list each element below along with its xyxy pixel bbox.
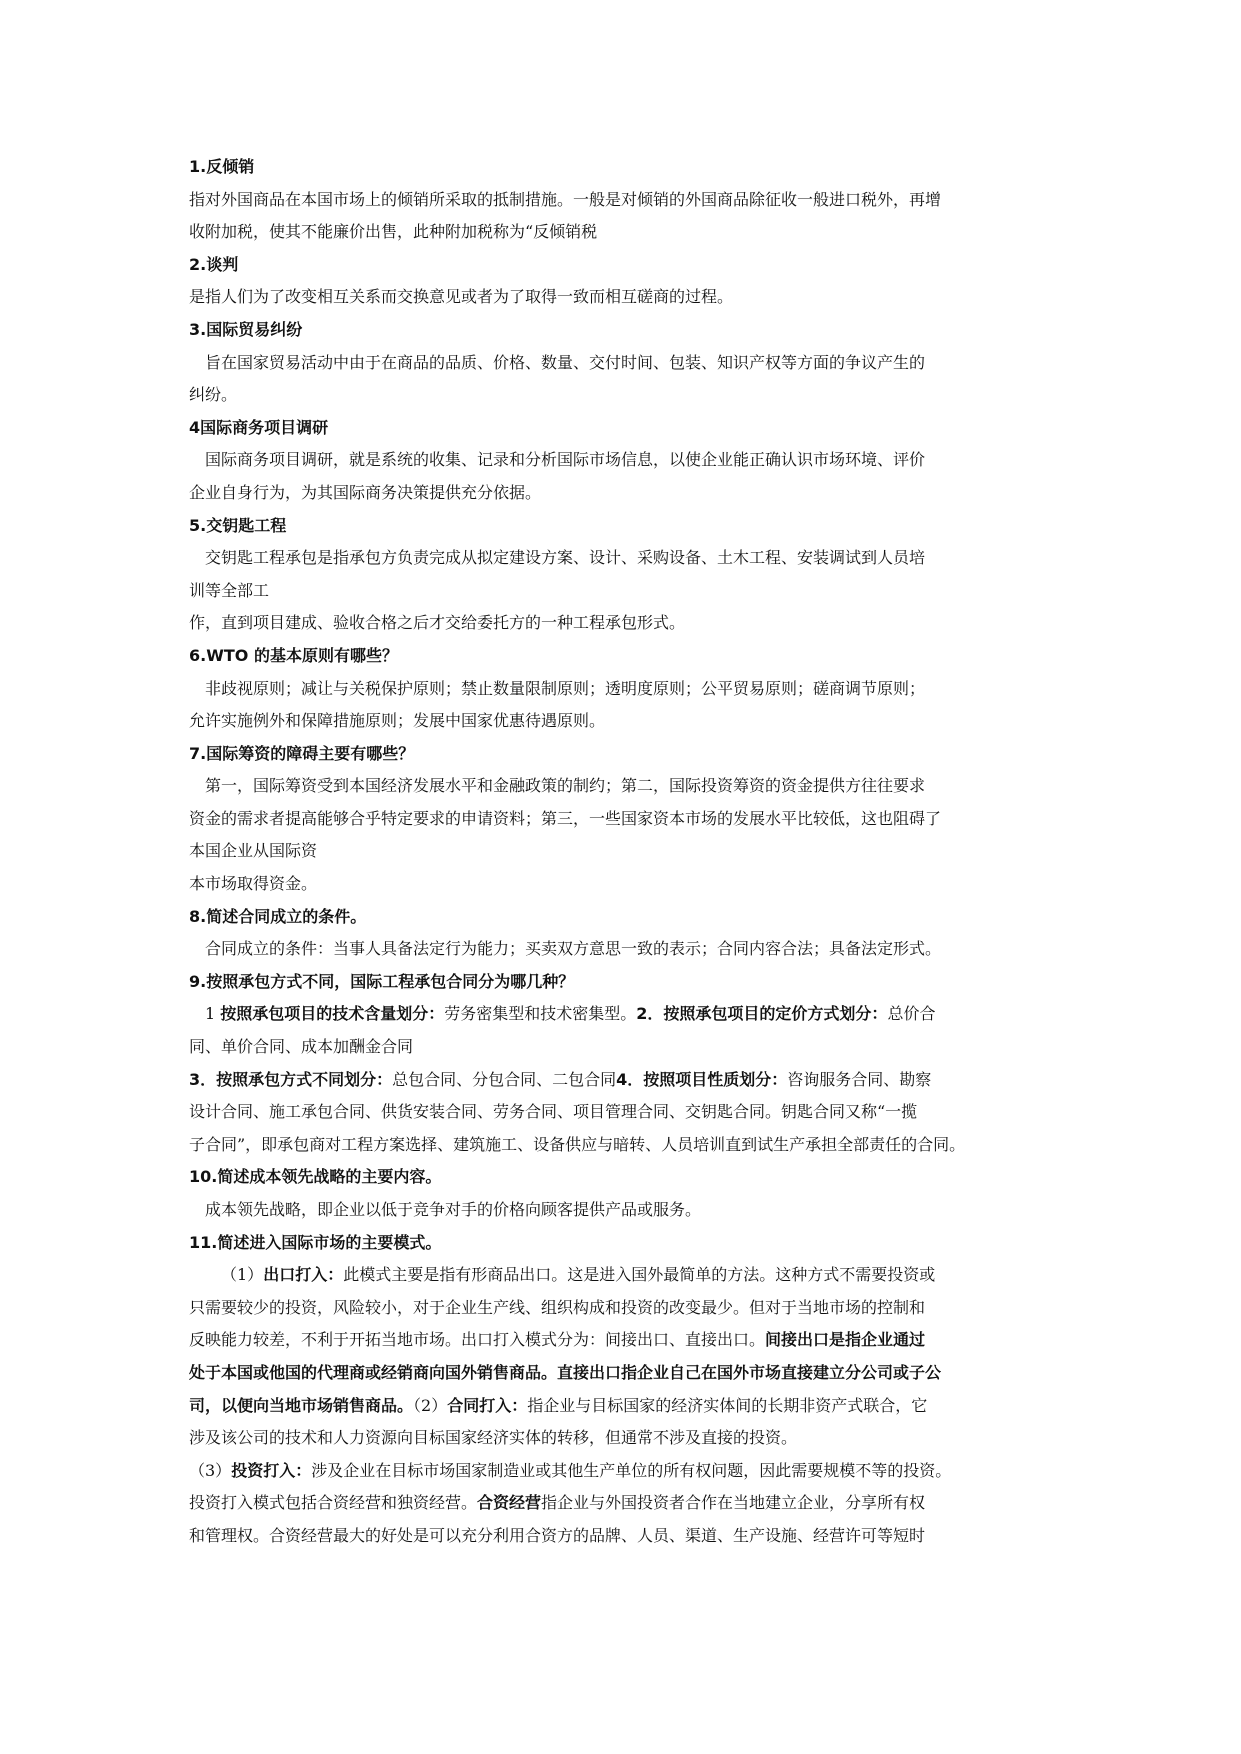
paragraph-line: 纠纷。 xyxy=(189,385,238,405)
paragraph-line xyxy=(189,1259,1059,1292)
bold-run: 合资经营 xyxy=(477,1493,542,1513)
paragraph-line: 本国企业从国际资 xyxy=(189,841,318,861)
paragraph-line: 非歧视原则；减让与关税保护原则；禁止数量限制原则；透明度原则；公平贸易原则；磋商调节原则； xyxy=(205,678,926,698)
paragraph-line: 收附加税，使其不能廉价出售，此种附加税称为“反倾销税 xyxy=(189,222,598,242)
paragraph-line: 交钥匙工程承包是指承包方负责完成从拟定建设方案、设计、采购设备、土木工程、安装调试到人员培 xyxy=(205,548,926,568)
heading-3: 3.国际贸易纠纷 xyxy=(189,319,303,339)
text-run: （1） xyxy=(221,1265,264,1285)
paragraph-line xyxy=(189,1455,1059,1488)
heading-6: 6.WTO 的基本原则有哪些？ xyxy=(189,645,398,665)
paragraph-line: 作，直到项目建成、验收合格之后才交给委托方的一种工程承包形式。 xyxy=(189,613,686,633)
paragraph-line: 指对外国商品在本国市场上的倾销所采取的抵制措施。一般是对倾销的外国商品除征收一般进口税外，再增 xyxy=(189,189,942,209)
text-run: 指企业与外国投资者合作在当地建立企业，分享所有权 xyxy=(541,1493,926,1513)
text-run: 1 xyxy=(205,1004,221,1024)
paragraph-line xyxy=(189,1487,1059,1520)
heading-10: 10.简述成本领先战略的主要内容。 xyxy=(189,1167,442,1187)
paragraph-line: 本市场取得资金。 xyxy=(189,874,318,894)
paragraph-line: 合同成立的条件：当事人具备法定行为能力；买卖双方意思一致的表示；合同内容合法；具备法定形式。 xyxy=(205,939,942,959)
heading-1: 1.反倾销 xyxy=(189,157,255,176)
paragraph-line: 资金的需求者提高能够合乎特定要求的申请资料；第三，一些国家资本市场的发展水平比较低，这也阻碍了 xyxy=(189,808,942,828)
text-run: 总价合 xyxy=(887,1004,936,1024)
bold-run: 投资打入： xyxy=(231,1460,312,1480)
text-run: （3） xyxy=(189,1460,232,1480)
heading-11: 11.简述进入国际市场的主要模式。 xyxy=(189,1232,442,1252)
heading-7: 7.国际筹资的障碍主要有哪些？ xyxy=(189,743,415,763)
paragraph-line: 国际商务项目调研，就是系统的收集、记录和分析国际市场信息，以使企业能正确认识市场环境、评价 xyxy=(205,450,926,470)
paragraph-line: 涉及该公司的技术和人力资源向目标国家经济实体的转移，但通常不涉及直接的投资。 xyxy=(189,1428,798,1448)
heading-9: 9.按照承包方式不同，国际工程承包合同分为哪几种？ xyxy=(189,971,575,991)
bold-run: 出口打入： xyxy=(263,1265,344,1285)
bold-run: 司，以便向当地市场销售商品。 xyxy=(189,1395,414,1415)
paragraph-line xyxy=(189,1324,1059,1357)
paragraph-line: 允许实施例外和保障措施原则；发展中国家优惠待遇原则。 xyxy=(189,711,606,731)
heading-2: 2.谈判 xyxy=(189,254,239,274)
paragraph-line: 成本领先战略，即企业以低于竞争对手的价格向顾客提供产品或服务。 xyxy=(205,1200,702,1219)
text-run: 咨询服务合同、勘察 xyxy=(787,1069,932,1089)
paragraph-line: 企业自身行为，为其国际商务决策提供充分依据。 xyxy=(189,482,542,502)
bold-run: 3．按照承包方式不同划分： xyxy=(189,1069,393,1089)
bold-run: 合同打入： xyxy=(447,1395,528,1415)
heading-4: 4国际商务项目调研 xyxy=(189,417,329,437)
text-run: 反映能力较差，不利于开拓当地市场。出口打入模式分为：间接出口、直接出口。 xyxy=(189,1330,766,1350)
bold-run: 4．按照项目性质划分： xyxy=(616,1069,788,1089)
paragraph-line xyxy=(189,1064,1059,1097)
document-page xyxy=(189,151,1059,1553)
paragraph-line: 和管理权。合资经营最大的好处是可以充分利用合资方的品牌、人员、渠道、生产设施、经营许可等短时 xyxy=(189,1525,926,1545)
paragraph-line xyxy=(189,998,1059,1031)
bold-run: 间接出口是指企业通过 xyxy=(765,1330,926,1350)
text-run: 涉及企业在目标市场国家制造业或其他生产单位的所有权问题，因此需要规模不等的投资。 xyxy=(311,1460,952,1480)
paragraph-line-bold: 处于本国或他国的代理商或经销商向国外销售商品。直接出口指企业自己在国外市场直接建立分公司或子公 xyxy=(189,1362,942,1382)
paragraph-line: 子合同”，即承包商对工程方案选择、建筑施工、设备供应与暗转、人员培训直到试生产承担全部责任的合同。 xyxy=(189,1134,966,1154)
paragraph-line: 训等全部工 xyxy=(189,580,270,600)
heading-8: 8.简述合同成立的条件。 xyxy=(189,906,367,926)
paragraph-line: 同、单价合同、成本加酬金合同 xyxy=(189,1037,414,1057)
text-run: 指企业与目标国家的经济实体间的长期非资产式联合，它 xyxy=(527,1395,928,1415)
paragraph-line: 旨在国家贸易活动中由于在商品的品质、价格、数量、交付时间、包装、知识产权等方面的争议产生的 xyxy=(205,352,926,372)
paragraph-line: 第一，国际筹资受到本国经济发展水平和金融政策的制约；第二，国际投资筹资的资金提供方往往要求 xyxy=(205,776,926,796)
bold-run: 2．按照承包项目的定价方式划分： xyxy=(636,1004,888,1024)
text-run: 此模式主要是指有形商品出口。这是进入国外最简单的方法。这种方式不需要投资或 xyxy=(343,1265,936,1285)
paragraph-line: 设计合同、施工承包合同、供货安装合同、劳务合同、项目管理合同、交钥匙合同。钥匙合同又称“一揽 xyxy=(189,1102,918,1122)
heading-5: 5.交钥匙工程 xyxy=(189,515,287,535)
paragraph-line: 是指人们为了改变相互关系而交换意见或者为了取得一致而相互磋商的过程。 xyxy=(189,287,734,307)
text-run: （2） xyxy=(413,1395,448,1415)
paragraph-line xyxy=(189,1390,1059,1423)
text-run: 总包合同、分包合同、二包合同 xyxy=(392,1069,617,1089)
text-run: 劳务密集型和技术密集型。 xyxy=(444,1004,637,1024)
paragraph-line: 只需要较少的投资，风险较小，对于企业生产线、组织构成和投资的改变最少。但对于当地市场的控制和 xyxy=(189,1297,926,1317)
bold-run: 按照承包项目的技术含量划分： xyxy=(220,1004,445,1024)
text-run: 投资打入模式包括合资经营和独资经营。 xyxy=(189,1493,478,1513)
